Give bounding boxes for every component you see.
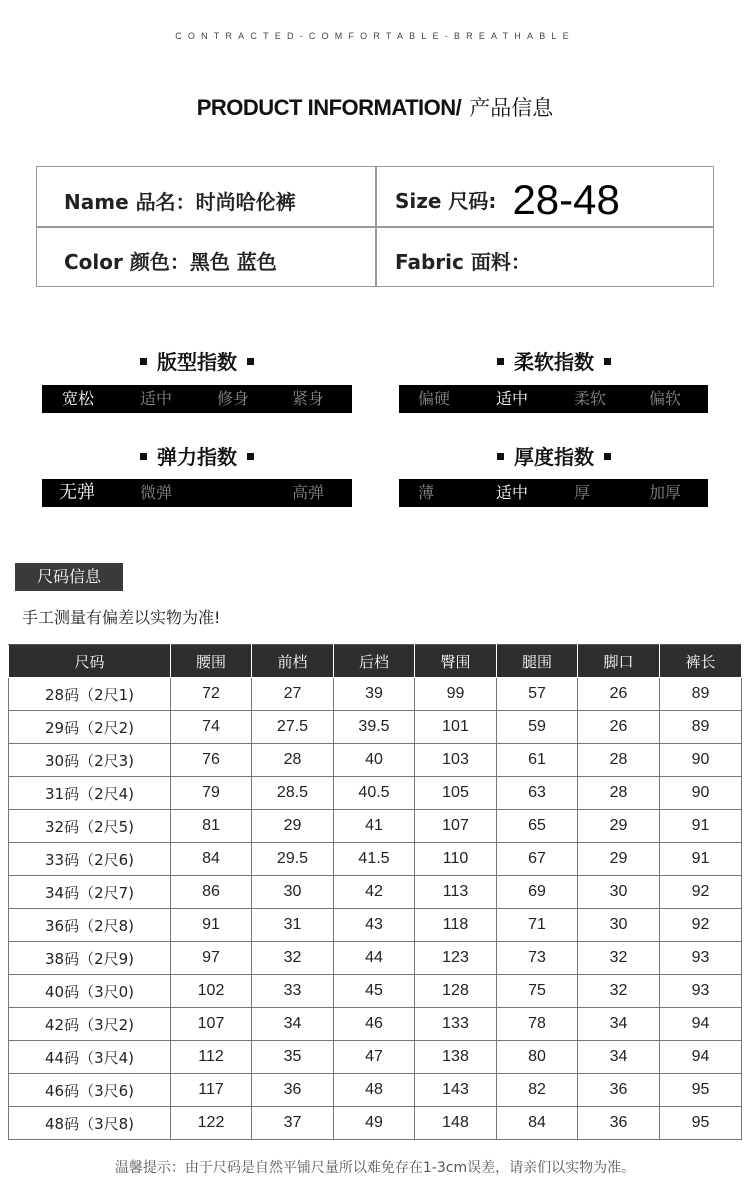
product-info-box <box>36 166 714 287</box>
thickness-option-medium: 适中 <box>496 483 529 502</box>
table-cell: 28 <box>578 777 660 810</box>
table-row <box>9 678 742 711</box>
table-cell: 45 <box>334 975 415 1008</box>
divider <box>37 226 713 228</box>
table-cell: 28 <box>578 744 660 777</box>
table-row <box>9 711 742 744</box>
size-label: Size 尺码: <box>395 189 497 213</box>
table-cell: 102 <box>171 975 252 1008</box>
table-cell: 30码（2尺3) <box>9 744 171 777</box>
table-cell: 40 <box>334 744 415 777</box>
table-cell: 91 <box>660 843 742 876</box>
table-cell: 73 <box>497 942 578 975</box>
table-cell: 86 <box>171 876 252 909</box>
elasticity-option-slight: 微弹 <box>140 483 173 502</box>
table-cell: 34码（2尺7) <box>9 876 171 909</box>
table-cell: 97 <box>171 942 252 975</box>
table-row <box>9 1107 742 1140</box>
size-info-tag: 尺码信息 <box>15 563 123 591</box>
table-cell: 90 <box>660 744 742 777</box>
table-cell: 35 <box>252 1041 334 1074</box>
table-row <box>9 1041 742 1074</box>
table-cell: 48 <box>334 1074 415 1107</box>
bullet <box>247 358 254 365</box>
header-front-rise: 前档 <box>252 645 334 678</box>
table-cell: 82 <box>497 1074 578 1107</box>
table-cell: 89 <box>660 678 742 711</box>
elasticity-index-title: 弹力指数 <box>42 441 352 470</box>
page-title-cn: 产品信息 <box>469 96 554 120</box>
size-table <box>8 644 742 1140</box>
bullet <box>604 453 611 460</box>
table-cell: 94 <box>660 1008 742 1041</box>
table-cell: 113 <box>415 876 497 909</box>
table-cell: 42 <box>334 876 415 909</box>
header-thigh: 腿围 <box>497 645 578 678</box>
table-cell: 34 <box>578 1008 660 1041</box>
table-cell: 138 <box>415 1041 497 1074</box>
table-cell: 39 <box>334 678 415 711</box>
header-back-rise: 后档 <box>334 645 415 678</box>
table-cell: 30 <box>252 876 334 909</box>
softness-option-very-soft: 偏软 <box>649 389 682 408</box>
table-cell: 40码（3尺0) <box>9 975 171 1008</box>
table-cell: 75 <box>497 975 578 1008</box>
table-cell: 28码（2尺1) <box>9 678 171 711</box>
name-cell: Name 品名：时尚哈伦裤 <box>64 190 296 214</box>
table-cell: 46码（3尺6) <box>9 1074 171 1107</box>
table-cell: 81 <box>171 810 252 843</box>
table-cell: 93 <box>660 942 742 975</box>
table-cell: 95 <box>660 1107 742 1140</box>
table-cell: 107 <box>171 1008 252 1041</box>
table-cell: 79 <box>171 777 252 810</box>
table-cell: 29 <box>252 810 334 843</box>
table-cell: 27.5 <box>252 711 334 744</box>
table-cell: 91 <box>171 909 252 942</box>
table-cell: 32 <box>578 942 660 975</box>
thickness-option-thick: 厚 <box>574 483 591 502</box>
table-row <box>9 1008 742 1041</box>
table-cell: 32 <box>578 975 660 1008</box>
footer-note: 温馨提示：由于尺码是自然平铺尺量所以难免存在1-3cm误差，请亲们以实物为准。 <box>114 1160 636 1176</box>
table-cell: 71 <box>497 909 578 942</box>
table-cell: 107 <box>415 810 497 843</box>
table-cell: 36 <box>578 1074 660 1107</box>
table-cell: 41.5 <box>334 843 415 876</box>
elasticity-option-none: 无弹 <box>59 482 95 503</box>
size-cell <box>395 176 620 224</box>
bullet <box>140 358 147 365</box>
table-cell: 39.5 <box>334 711 415 744</box>
bullet <box>247 453 254 460</box>
table-cell: 44 <box>334 942 415 975</box>
table-cell: 67 <box>497 843 578 876</box>
table-cell: 34 <box>578 1041 660 1074</box>
thickness-option-extra-thick: 加厚 <box>649 483 682 502</box>
table-cell: 48码（3尺8) <box>9 1107 171 1140</box>
table-cell: 49 <box>334 1107 415 1140</box>
table-cell: 47 <box>334 1041 415 1074</box>
table-cell: 92 <box>660 876 742 909</box>
table-cell: 74 <box>171 711 252 744</box>
table-cell: 42码（3尺2) <box>9 1008 171 1041</box>
table-cell: 63 <box>497 777 578 810</box>
header-hip: 臀围 <box>415 645 497 678</box>
thickness-index-title: 厚度指数 <box>399 441 709 470</box>
table-cell: 91 <box>660 810 742 843</box>
table-cell: 26 <box>578 678 660 711</box>
table-cell: 37 <box>252 1107 334 1140</box>
fit-option-loose: 宽松 <box>62 389 95 408</box>
softness-option-hard: 偏硬 <box>418 389 451 408</box>
bullet <box>140 453 147 460</box>
table-cell: 99 <box>415 678 497 711</box>
table-cell: 69 <box>497 876 578 909</box>
table-cell: 94 <box>660 1041 742 1074</box>
table-row <box>9 876 742 909</box>
table-cell: 29 <box>578 810 660 843</box>
table-cell: 38码（2尺9) <box>9 942 171 975</box>
fit-option-slim: 修身 <box>217 389 250 408</box>
table-cell: 133 <box>415 1008 497 1041</box>
elasticity-index-bar <box>42 479 352 507</box>
table-cell: 32 <box>252 942 334 975</box>
table-cell: 44码（3尺4) <box>9 1041 171 1074</box>
softness-index-title: 柔软指数 <box>399 346 709 375</box>
thickness-index-bar <box>399 479 708 507</box>
fit-option-regular: 适中 <box>140 389 173 408</box>
table-cell: 59 <box>497 711 578 744</box>
table-cell: 122 <box>171 1107 252 1140</box>
table-cell: 103 <box>415 744 497 777</box>
table-cell: 31 <box>252 909 334 942</box>
table-cell: 33 <box>252 975 334 1008</box>
size-value: 28-48 <box>512 176 620 223</box>
table-cell: 29 <box>578 843 660 876</box>
tagline: CONTRACTED-COMFORTABLE-BREATHABLE <box>175 31 575 41</box>
table-cell: 80 <box>497 1041 578 1074</box>
table-cell: 101 <box>415 711 497 744</box>
table-cell: 34 <box>252 1008 334 1041</box>
table-cell: 46 <box>334 1008 415 1041</box>
table-cell: 29.5 <box>252 843 334 876</box>
table-cell: 32码（2尺5) <box>9 810 171 843</box>
table-header-row <box>9 645 742 678</box>
table-cell: 112 <box>171 1041 252 1074</box>
fit-index-title: 版型指数 <box>42 346 352 375</box>
table-cell: 36码（2尺8) <box>9 909 171 942</box>
bullet <box>497 453 504 460</box>
table-row <box>9 777 742 810</box>
table-cell: 26 <box>578 711 660 744</box>
table-cell: 84 <box>171 843 252 876</box>
page-title-en: PRODUCT INFORMATION/ <box>196 95 462 120</box>
measurement-note: 手工测量有偏差以实物为准! <box>22 608 221 627</box>
table-cell: 105 <box>415 777 497 810</box>
table-cell: 43 <box>334 909 415 942</box>
table-cell: 118 <box>415 909 497 942</box>
header-size: 尺码 <box>9 645 171 678</box>
table-row <box>9 975 742 1008</box>
table-cell: 30 <box>578 909 660 942</box>
table-row <box>9 1074 742 1107</box>
table-cell: 95 <box>660 1074 742 1107</box>
table-cell: 128 <box>415 975 497 1008</box>
header-leg-opening: 脚口 <box>578 645 660 678</box>
table-row <box>9 942 742 975</box>
table-cell: 92 <box>660 909 742 942</box>
table-cell: 84 <box>497 1107 578 1140</box>
table-cell: 33码（2尺6) <box>9 843 171 876</box>
table-cell: 90 <box>660 777 742 810</box>
table-cell: 143 <box>415 1074 497 1107</box>
table-row <box>9 744 742 777</box>
fit-index-bar <box>42 385 352 413</box>
bullet <box>497 358 504 365</box>
table-cell: 123 <box>415 942 497 975</box>
table-cell: 117 <box>171 1074 252 1107</box>
softness-option-soft: 柔软 <box>574 389 607 408</box>
table-cell: 76 <box>171 744 252 777</box>
table-row <box>9 810 742 843</box>
table-cell: 148 <box>415 1107 497 1140</box>
table-row <box>9 909 742 942</box>
color-cell: Color 颜色：黑色 蓝色 <box>64 250 277 274</box>
table-cell: 89 <box>660 711 742 744</box>
header-waist: 腰围 <box>171 645 252 678</box>
fabric-cell: Fabric 面料： <box>395 250 531 274</box>
table-cell: 41 <box>334 810 415 843</box>
table-cell: 29码（2尺2) <box>9 711 171 744</box>
table-cell: 36 <box>578 1107 660 1140</box>
table-cell: 93 <box>660 975 742 1008</box>
table-cell: 61 <box>497 744 578 777</box>
table-cell: 27 <box>252 678 334 711</box>
elasticity-option-high: 高弹 <box>292 483 325 502</box>
table-cell: 28.5 <box>252 777 334 810</box>
table-cell: 65 <box>497 810 578 843</box>
table-row <box>9 843 742 876</box>
table-cell: 78 <box>497 1008 578 1041</box>
page-title <box>0 92 750 122</box>
table-cell: 30 <box>578 876 660 909</box>
table-cell: 72 <box>171 678 252 711</box>
table-cell: 110 <box>415 843 497 876</box>
bullet <box>604 358 611 365</box>
softness-index-bar <box>399 385 708 413</box>
header-length: 裤长 <box>660 645 742 678</box>
softness-option-medium: 适中 <box>496 389 529 408</box>
thickness-option-thin: 薄 <box>418 483 435 502</box>
fit-option-tight: 紧身 <box>292 389 325 408</box>
table-cell: 31码（2尺4) <box>9 777 171 810</box>
table-cell: 36 <box>252 1074 334 1107</box>
table-cell: 40.5 <box>334 777 415 810</box>
table-cell: 28 <box>252 744 334 777</box>
table-cell: 57 <box>497 678 578 711</box>
